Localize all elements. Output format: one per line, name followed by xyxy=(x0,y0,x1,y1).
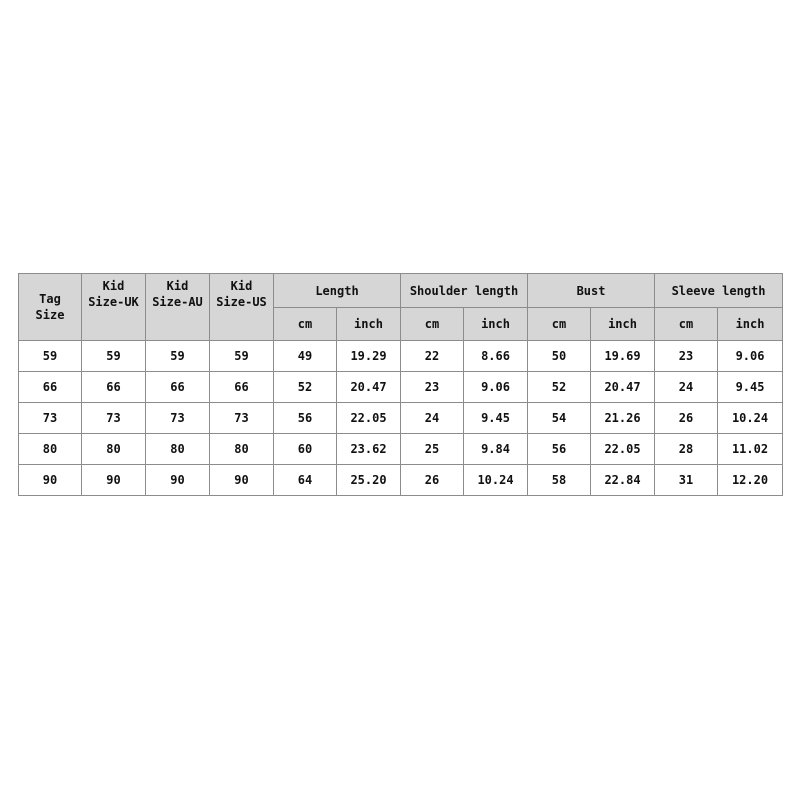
table-cell: 9.45 xyxy=(464,403,528,434)
table-cell: 64 xyxy=(274,465,337,496)
table-cell: 23.62 xyxy=(337,434,401,465)
header-kid-size-au xyxy=(146,274,210,341)
table-cell: 80 xyxy=(210,434,274,465)
table-cell: 26 xyxy=(401,465,464,496)
table-cell: 21.26 xyxy=(591,403,655,434)
table-cell: 56 xyxy=(528,434,591,465)
table-cell: 73 xyxy=(82,403,146,434)
table-cell: 66 xyxy=(19,372,82,403)
header-tag-size-line1: Tag xyxy=(39,292,61,306)
header-kid-au-line2: Size-AU xyxy=(152,295,203,309)
table-cell: 9.45 xyxy=(718,372,783,403)
table-cell: 9.06 xyxy=(718,341,783,372)
table-cell: 26 xyxy=(655,403,718,434)
unit-sleeve-inch: inch xyxy=(718,308,783,341)
table-cell: 20.47 xyxy=(337,372,401,403)
table-row xyxy=(19,341,783,372)
table-cell: 66 xyxy=(146,372,210,403)
table-cell: 59 xyxy=(82,341,146,372)
header-kid-au-line1: Kid xyxy=(166,279,189,293)
unit-length-inch: inch xyxy=(337,308,401,341)
table-row xyxy=(19,465,783,496)
table-cell: 73 xyxy=(146,403,210,434)
table-cell: 73 xyxy=(210,403,274,434)
header-kid-uk-line2: Size-UK xyxy=(88,295,139,309)
table-cell: 56 xyxy=(274,403,337,434)
table-cell: 22 xyxy=(401,341,464,372)
table-cell: 19.29 xyxy=(337,341,401,372)
table-cell: 11.02 xyxy=(718,434,783,465)
unit-bust-inch: inch xyxy=(591,308,655,341)
header-tag-size xyxy=(19,274,82,341)
header-kid-us-line2: Size-US xyxy=(216,295,267,309)
table-cell: 25 xyxy=(401,434,464,465)
header-shoulder-length: Shoulder length xyxy=(401,274,528,308)
table-cell: 23 xyxy=(655,341,718,372)
table-cell: 60 xyxy=(274,434,337,465)
table-cell: 9.84 xyxy=(464,434,528,465)
header-tag-size-line2: Size xyxy=(35,308,65,322)
table-cell: 73 xyxy=(19,403,82,434)
table-cell: 22.05 xyxy=(337,403,401,434)
table-cell: 19.69 xyxy=(591,341,655,372)
table-cell: 58 xyxy=(528,465,591,496)
table-cell: 24 xyxy=(401,403,464,434)
table-cell: 52 xyxy=(528,372,591,403)
table-cell: 8.66 xyxy=(464,341,528,372)
table-cell: 22.05 xyxy=(591,434,655,465)
size-chart-table xyxy=(18,273,783,496)
table-cell: 54 xyxy=(528,403,591,434)
table-cell: 52 xyxy=(274,372,337,403)
header-kid-uk-line1: Kid xyxy=(102,279,125,293)
table-cell: 24 xyxy=(655,372,718,403)
unit-sleeve-cm: cm xyxy=(655,308,718,341)
table-cell: 59 xyxy=(19,341,82,372)
table-cell: 10.24 xyxy=(464,465,528,496)
table-cell: 9.06 xyxy=(464,372,528,403)
table-cell: 31 xyxy=(655,465,718,496)
table-cell: 50 xyxy=(528,341,591,372)
header-kid-size-uk xyxy=(82,274,146,341)
table-cell: 49 xyxy=(274,341,337,372)
table-cell: 90 xyxy=(19,465,82,496)
table-cell: 80 xyxy=(146,434,210,465)
header-kid-size-us xyxy=(210,274,274,341)
table-cell: 25.20 xyxy=(337,465,401,496)
header-sleeve-length: Sleeve length xyxy=(655,274,783,308)
table-cell: 80 xyxy=(82,434,146,465)
table-cell: 28 xyxy=(655,434,718,465)
table-cell: 80 xyxy=(19,434,82,465)
header-bust: Bust xyxy=(528,274,655,308)
table-cell: 59 xyxy=(146,341,210,372)
table-cell: 12.20 xyxy=(718,465,783,496)
header-kid-us-line1: Kid xyxy=(230,279,253,293)
table-cell: 23 xyxy=(401,372,464,403)
header-length: Length xyxy=(274,274,401,308)
table-row xyxy=(19,372,783,403)
table-cell: 20.47 xyxy=(591,372,655,403)
table-cell: 90 xyxy=(210,465,274,496)
table-cell: 66 xyxy=(210,372,274,403)
table-row xyxy=(19,403,783,434)
unit-shoulder-inch: inch xyxy=(464,308,528,341)
unit-shoulder-cm: cm xyxy=(401,308,464,341)
table-cell: 90 xyxy=(82,465,146,496)
table-cell: 10.24 xyxy=(718,403,783,434)
table-row xyxy=(19,434,783,465)
unit-length-cm: cm xyxy=(274,308,337,341)
table-cell: 22.84 xyxy=(591,465,655,496)
unit-bust-cm: cm xyxy=(528,308,591,341)
table-cell: 59 xyxy=(210,341,274,372)
table-cell: 90 xyxy=(146,465,210,496)
table-cell: 66 xyxy=(82,372,146,403)
